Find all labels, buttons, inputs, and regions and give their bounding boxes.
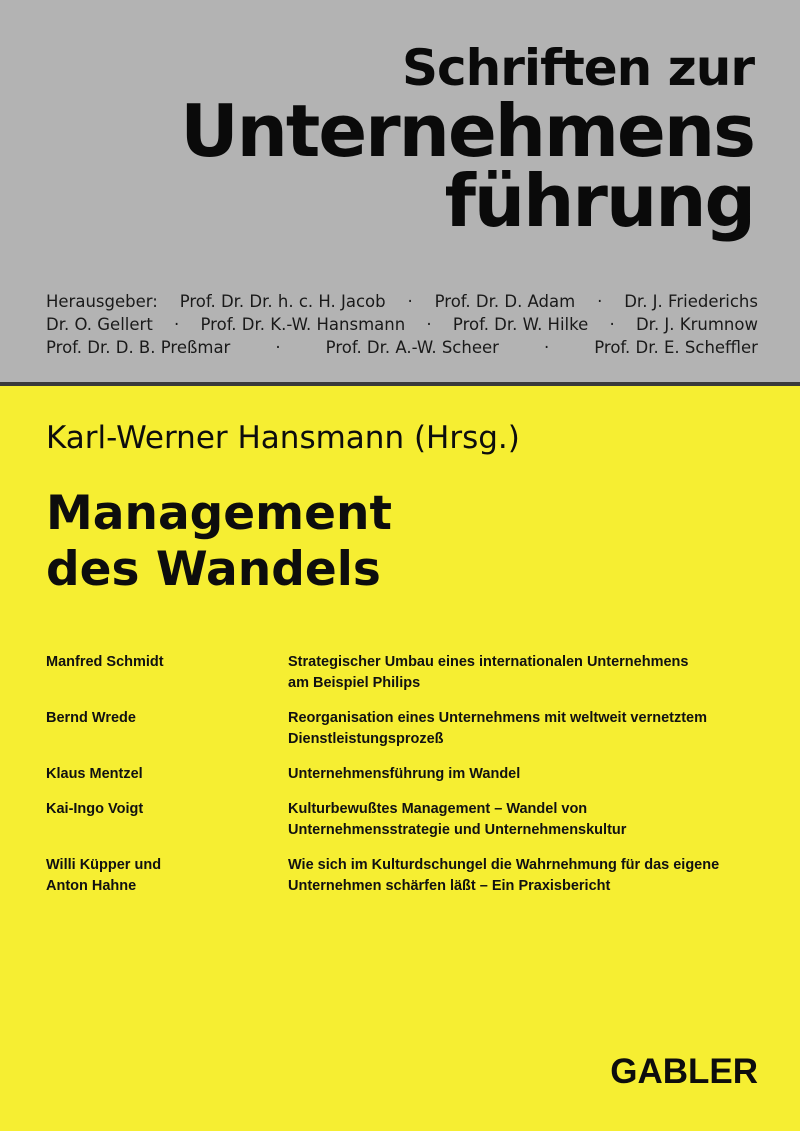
editor-entry: Dr. O. Gellert — [46, 315, 153, 334]
separator-dot: · — [407, 292, 413, 311]
topic-line: Unternehmensstrategie und Unternehmenskultur — [288, 822, 627, 838]
author-line: Willi Küpper und — [46, 857, 162, 873]
publisher-logo: GABLER — [610, 1052, 758, 1091]
contribution-row — [46, 799, 766, 841]
editor-entry: Prof. Dr. D. B. Preßmar — [46, 338, 231, 357]
series-panel — [0, 0, 800, 382]
book-title-line: des Wandels — [46, 542, 381, 597]
separator-dot: · — [597, 292, 603, 311]
author-line: Manfred Schmidt — [46, 654, 164, 670]
editors-line — [46, 290, 758, 313]
editors-label: Herausgeber: — [46, 292, 158, 311]
author-line: Klaus Mentzel — [46, 766, 143, 782]
separator-dot: · — [275, 338, 281, 357]
topic-line: Kulturbewußtes Management – Wandel von — [288, 801, 588, 817]
contribution-row — [46, 855, 766, 897]
contribution-topic — [288, 708, 766, 750]
author-line: Bernd Wrede — [46, 710, 136, 726]
editors-line — [46, 313, 758, 336]
series-title-line: führung — [444, 159, 754, 243]
editor-entry: Prof. Dr. E. Scheffler — [594, 338, 758, 357]
topic-line: Wie sich im Kulturdschungel die Wahrnehmung für das eigene — [288, 857, 720, 873]
contribution-author — [46, 764, 288, 785]
topic-line: Dienstleistungsprozeß — [288, 731, 444, 747]
editor-entry: Prof. Dr. W. Hilke — [452, 315, 589, 334]
author-line: Kai-Ingo Voigt — [46, 801, 144, 817]
editor-entry: Prof. Dr. Dr. h. c. H. Jacob — [179, 292, 386, 311]
contribution-topic — [288, 652, 766, 694]
editor-entry: Prof. Dr. A.-W. Scheer — [325, 338, 499, 357]
editor-entry: Dr. J. Krumnow — [635, 315, 758, 334]
contents-list — [46, 652, 766, 911]
book-title-line: Management — [46, 486, 392, 541]
author-line: Anton Hahne — [46, 878, 137, 894]
contribution-author — [46, 855, 288, 897]
book-title — [46, 486, 392, 598]
contribution-row — [46, 708, 766, 750]
editor-entry: Dr. J. Friederichs — [624, 292, 758, 311]
editor-entry: Prof. Dr. D. Adam — [434, 292, 576, 311]
separator-dot: · — [609, 315, 615, 334]
topic-line: Strategischer Umbau eines internationalen Unternehmens — [288, 654, 689, 670]
contribution-row — [46, 652, 766, 694]
editors-line — [46, 336, 758, 359]
series-title-line: Unternehmens — [180, 89, 754, 173]
series-editors — [46, 290, 758, 359]
contribution-row — [46, 764, 766, 785]
contribution-topic — [288, 764, 766, 785]
contribution-topic — [288, 799, 766, 841]
volume-editor: Karl-Werner Hansmann (Hrsg.) — [46, 420, 520, 456]
topic-line: Reorganisation eines Unternehmens mit weltweit vernetztem — [288, 710, 707, 726]
topic-line: Unternehmen schärfen läßt – Ein Praxisbericht — [288, 878, 611, 894]
contribution-author — [46, 799, 288, 841]
separator-dot: · — [543, 338, 550, 357]
topic-line: am Beispiel Philips — [288, 675, 421, 691]
series-title-line: Schriften zur — [402, 39, 754, 97]
separator-dot: · — [426, 315, 432, 334]
contribution-author — [46, 652, 288, 694]
contribution-author — [46, 708, 288, 750]
topic-line: Unternehmensführung im Wandel — [288, 766, 521, 782]
editor-entry: Prof. Dr. K.-W. Hansmann — [200, 315, 406, 334]
series-title — [34, 39, 754, 243]
separator-dot: · — [174, 315, 180, 334]
contribution-topic — [288, 855, 766, 897]
